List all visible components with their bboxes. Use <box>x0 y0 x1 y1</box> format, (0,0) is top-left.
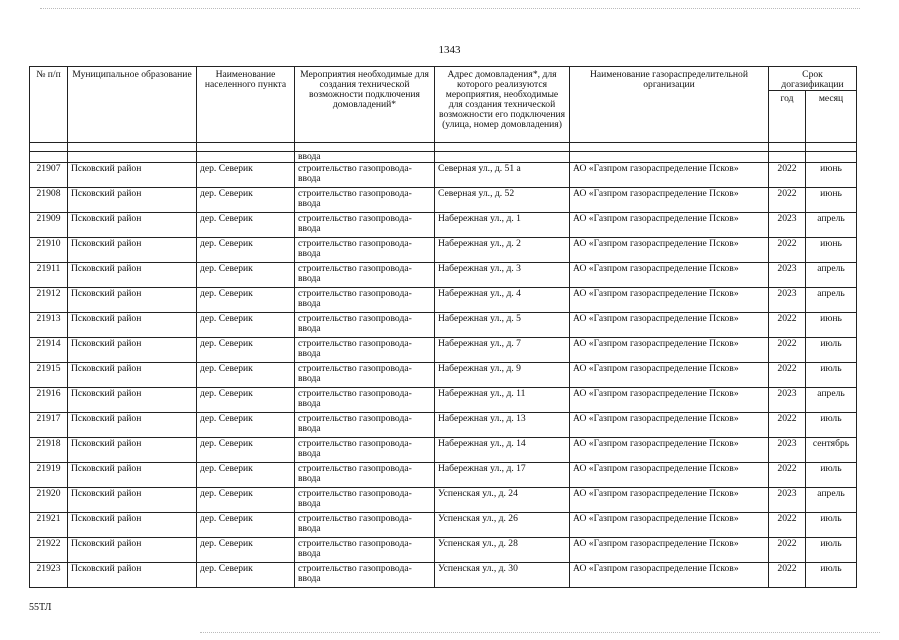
footer-code: 55ТЛ <box>29 602 52 613</box>
row-year: 2022 <box>769 363 806 388</box>
row-month: июль <box>806 563 857 588</box>
row-number: 21919 <box>30 463 68 488</box>
row-action: строительство газопровода-ввода <box>295 188 435 213</box>
row-year: 2023 <box>769 488 806 513</box>
row-municipality: Псковский район <box>68 538 197 563</box>
header-municipality: Муниципальное образование <box>68 67 197 143</box>
row-address: Набережная ул., д. 5 <box>435 313 570 338</box>
table-row <box>30 388 857 413</box>
table-row <box>30 463 857 488</box>
row-organization: АО «Газпром газораспределение Псков» <box>570 438 769 463</box>
row-address: Успенская ул., д. 24 <box>435 488 570 513</box>
row-month: сентябрь <box>806 438 857 463</box>
row-action: строительство газопровода-ввода <box>295 338 435 363</box>
row-year: 2022 <box>769 188 806 213</box>
row-number: 21916 <box>30 388 68 413</box>
row-address: Успенская ул., д. 30 <box>435 563 570 588</box>
header-year: год <box>769 91 806 143</box>
row-municipality: Псковский район <box>68 488 197 513</box>
row-locality: дер. Северик <box>197 563 295 588</box>
row-month: апрель <box>806 388 857 413</box>
row-year: 2022 <box>769 413 806 438</box>
table-row <box>30 288 857 313</box>
row-number: 21911 <box>30 263 68 288</box>
row-municipality: Псковский район <box>68 288 197 313</box>
row-address: Набережная ул., д. 17 <box>435 463 570 488</box>
row-month: июль <box>806 538 857 563</box>
table-row <box>30 363 857 388</box>
row-action: строительство газопровода-ввода <box>295 513 435 538</box>
row-year: 2023 <box>769 388 806 413</box>
header-action: Мероприятия необходимые для создания технической возможности подключения домовладений* <box>295 67 435 143</box>
row-locality: дер. Северик <box>197 338 295 363</box>
row-locality: дер. Северик <box>197 188 295 213</box>
row-number: 21908 <box>30 188 68 213</box>
row-year: 2023 <box>769 263 806 288</box>
row-month: июнь <box>806 188 857 213</box>
row-organization: АО «Газпром газораспределение Псков» <box>570 263 769 288</box>
row-month: июнь <box>806 163 857 188</box>
row-month: апрель <box>806 488 857 513</box>
row-municipality: Псковский район <box>68 338 197 363</box>
row-year: 2022 <box>769 513 806 538</box>
header-num: № п/п <box>30 67 68 143</box>
row-month: июль <box>806 338 857 363</box>
table-body <box>30 163 857 588</box>
row-month: апрель <box>806 213 857 238</box>
row-action: строительство газопровода-ввода <box>295 313 435 338</box>
header-locality: Наименование населенного пункта <box>197 67 295 143</box>
row-organization: АО «Газпром газораспределение Псков» <box>570 313 769 338</box>
row-number: 21907 <box>30 163 68 188</box>
row-address: Набережная ул., д. 1 <box>435 213 570 238</box>
row-municipality: Псковский район <box>68 188 197 213</box>
row-organization: АО «Газпром газораспределение Псков» <box>570 488 769 513</box>
row-locality: дер. Северик <box>197 263 295 288</box>
gasification-table <box>29 66 857 588</box>
row-month: июль <box>806 463 857 488</box>
row-locality: дер. Северик <box>197 513 295 538</box>
row-organization: АО «Газпром газораспределение Псков» <box>570 188 769 213</box>
row-year: 2023 <box>769 288 806 313</box>
table-row <box>30 338 857 363</box>
header-organization: Наименование газораспределительной организации <box>570 67 769 143</box>
row-municipality: Псковский район <box>68 413 197 438</box>
row-address: Набережная ул., д. 7 <box>435 338 570 363</box>
row-action: строительство газопровода-ввода <box>295 288 435 313</box>
table-row <box>30 413 857 438</box>
row-number: 21912 <box>30 288 68 313</box>
row-year: 2022 <box>769 338 806 363</box>
row-municipality: Псковский район <box>68 163 197 188</box>
row-number: 21918 <box>30 438 68 463</box>
row-municipality: Псковский район <box>68 363 197 388</box>
table-row <box>30 563 857 588</box>
page-number: 1343 <box>438 44 461 56</box>
row-number: 21923 <box>30 563 68 588</box>
row-number: 21917 <box>30 413 68 438</box>
row-municipality: Псковский район <box>68 513 197 538</box>
table-row <box>30 263 857 288</box>
row-month: июль <box>806 363 857 388</box>
row-action: строительство газопровода-ввода <box>295 263 435 288</box>
row-address: Северная ул., д. 51 а <box>435 163 570 188</box>
row-organization: АО «Газпром газораспределение Псков» <box>570 563 769 588</box>
header-address: Адрес домовладения*, для которого реализуются мероприятия, необходимые для создания технической возможности его подключения (улица, номер домовладения) <box>435 67 570 143</box>
table-header-row <box>30 67 857 91</box>
row-number: 21913 <box>30 313 68 338</box>
row-action: строительство газопровода-ввода <box>295 363 435 388</box>
row-action: строительство газопровода-ввода <box>295 213 435 238</box>
row-action: строительство газопровода-ввода <box>295 538 435 563</box>
row-municipality: Псковский район <box>68 213 197 238</box>
row-number: 21915 <box>30 363 68 388</box>
row-address: Набережная ул., д. 3 <box>435 263 570 288</box>
row-locality: дер. Северик <box>197 213 295 238</box>
header-deadline: Срок догазификации <box>769 67 857 91</box>
continuation-text: ввода <box>295 152 435 163</box>
row-locality: дер. Северик <box>197 463 295 488</box>
row-locality: дер. Северик <box>197 163 295 188</box>
row-locality: дер. Северик <box>197 363 295 388</box>
row-organization: АО «Газпром газораспределение Псков» <box>570 163 769 188</box>
row-action: строительство газопровода-ввода <box>295 413 435 438</box>
row-locality: дер. Северик <box>197 288 295 313</box>
row-action: строительство газопровода-ввода <box>295 388 435 413</box>
row-year: 2022 <box>769 313 806 338</box>
row-address: Набережная ул., д. 13 <box>435 413 570 438</box>
row-address: Успенская ул., д. 26 <box>435 513 570 538</box>
row-year: 2022 <box>769 563 806 588</box>
row-address: Набережная ул., д. 14 <box>435 438 570 463</box>
row-address: Успенская ул., д. 28 <box>435 538 570 563</box>
row-address: Набережная ул., д. 11 <box>435 388 570 413</box>
row-municipality: Псковский район <box>68 463 197 488</box>
row-action: строительство газопровода-ввода <box>295 438 435 463</box>
row-address: Набережная ул., д. 2 <box>435 238 570 263</box>
table-row <box>30 513 857 538</box>
row-number: 21921 <box>30 513 68 538</box>
row-organization: АО «Газпром газораспределение Псков» <box>570 288 769 313</box>
scan-artifact-bottom <box>200 632 880 633</box>
row-municipality: Псковский район <box>68 238 197 263</box>
table-row <box>30 488 857 513</box>
row-action: строительство газопровода-ввода <box>295 238 435 263</box>
row-municipality: Псковский район <box>68 388 197 413</box>
row-year: 2022 <box>769 463 806 488</box>
table-row <box>30 313 857 338</box>
row-action: строительство газопровода-ввода <box>295 463 435 488</box>
scan-artifact-top <box>40 8 860 9</box>
row-locality: дер. Северик <box>197 313 295 338</box>
row-locality: дер. Северик <box>197 438 295 463</box>
row-municipality: Псковский район <box>68 563 197 588</box>
row-organization: АО «Газпром газораспределение Псков» <box>570 463 769 488</box>
row-municipality: Псковский район <box>68 263 197 288</box>
table-row <box>30 538 857 563</box>
row-month: июнь <box>806 313 857 338</box>
row-locality: дер. Северик <box>197 538 295 563</box>
row-year: 2023 <box>769 438 806 463</box>
table-row <box>30 438 857 463</box>
row-locality: дер. Северик <box>197 388 295 413</box>
row-number: 21920 <box>30 488 68 513</box>
row-month: июль <box>806 413 857 438</box>
row-month: июль <box>806 513 857 538</box>
table-row <box>30 188 857 213</box>
row-address: Набережная ул., д. 9 <box>435 363 570 388</box>
row-organization: АО «Газпром газораспределение Псков» <box>570 338 769 363</box>
row-organization: АО «Газпром газораспределение Псков» <box>570 513 769 538</box>
row-action: строительство газопровода-ввода <box>295 563 435 588</box>
row-number: 21922 <box>30 538 68 563</box>
row-municipality: Псковский район <box>68 313 197 338</box>
row-organization: АО «Газпром газораспределение Псков» <box>570 388 769 413</box>
row-municipality: Псковский район <box>68 438 197 463</box>
row-action: строительство газопровода-ввода <box>295 488 435 513</box>
row-year: 2022 <box>769 163 806 188</box>
row-organization: АО «Газпром газораспределение Псков» <box>570 213 769 238</box>
table-row <box>30 238 857 263</box>
row-year: 2022 <box>769 538 806 563</box>
header-month: месяц <box>806 91 857 143</box>
row-address: Набережная ул., д. 4 <box>435 288 570 313</box>
table-row <box>30 163 857 188</box>
row-number: 21914 <box>30 338 68 363</box>
row-address: Северная ул., д. 52 <box>435 188 570 213</box>
row-year: 2023 <box>769 213 806 238</box>
continuation-row <box>30 152 857 163</box>
row-locality: дер. Северик <box>197 238 295 263</box>
row-action: строительство газопровода-ввода <box>295 163 435 188</box>
row-month: июнь <box>806 238 857 263</box>
header-gap-row <box>30 143 857 152</box>
row-locality: дер. Северик <box>197 413 295 438</box>
row-month: апрель <box>806 288 857 313</box>
row-organization: АО «Газпром газораспределение Псков» <box>570 413 769 438</box>
table-row <box>30 213 857 238</box>
row-number: 21909 <box>30 213 68 238</box>
row-year: 2022 <box>769 238 806 263</box>
row-organization: АО «Газпром газораспределение Псков» <box>570 363 769 388</box>
row-month: апрель <box>806 263 857 288</box>
row-organization: АО «Газпром газораспределение Псков» <box>570 238 769 263</box>
row-organization: АО «Газпром газораспределение Псков» <box>570 538 769 563</box>
row-locality: дер. Северик <box>197 488 295 513</box>
row-number: 21910 <box>30 238 68 263</box>
